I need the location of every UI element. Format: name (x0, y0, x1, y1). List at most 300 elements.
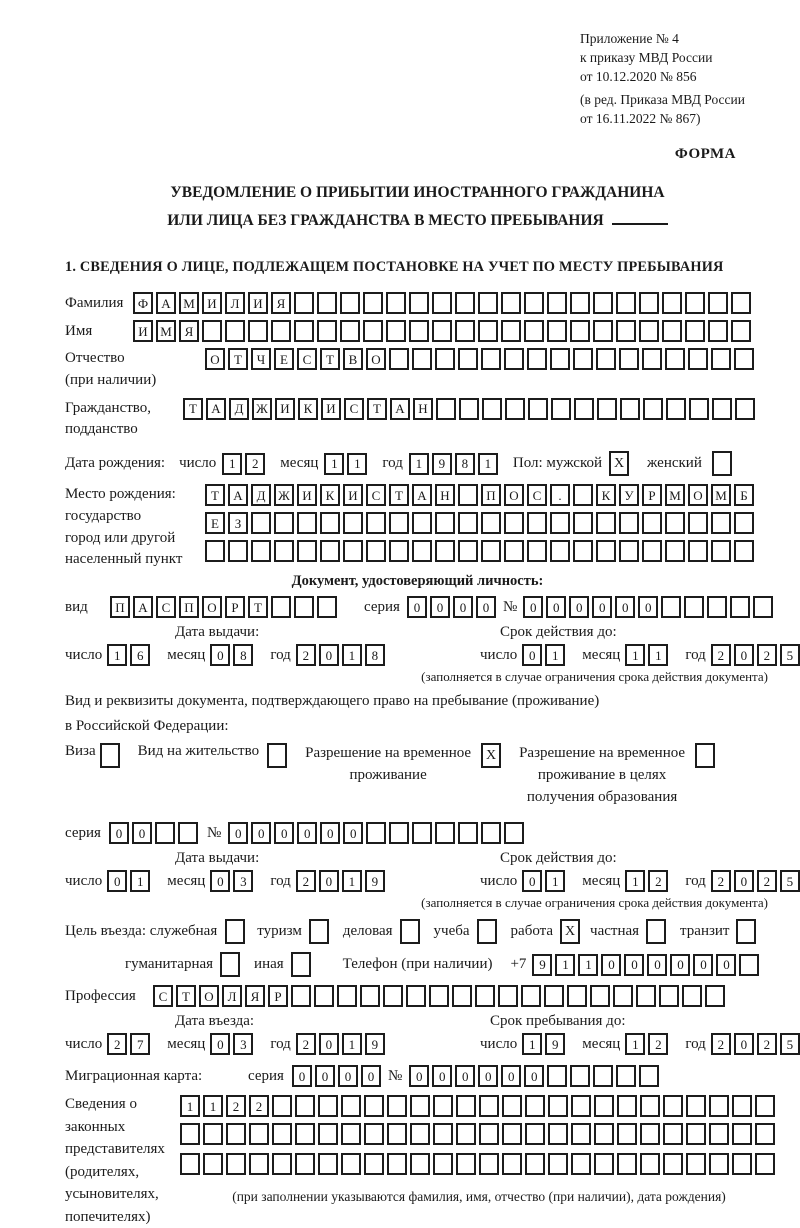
char-cell[interactable]: 0 (476, 596, 496, 618)
char-cell[interactable]: 0 (292, 1065, 312, 1087)
char-cell[interactable]: Ч (251, 348, 271, 370)
char-cell[interactable] (528, 398, 548, 420)
char-cell[interactable]: И (248, 292, 268, 314)
char-cell[interactable] (570, 320, 590, 342)
char-cell[interactable]: 0 (409, 1065, 429, 1087)
char-cell[interactable] (458, 540, 478, 562)
id-doc-number-input[interactable] (523, 596, 776, 618)
char-cell[interactable] (504, 540, 524, 562)
char-cell[interactable]: О (688, 484, 708, 506)
char-cell[interactable] (202, 320, 222, 342)
char-cell[interactable] (272, 1123, 292, 1145)
char-cell[interactable] (665, 512, 685, 534)
char-cell[interactable]: 1 (107, 644, 127, 666)
char-cell[interactable] (574, 398, 594, 420)
char-cell[interactable] (504, 822, 524, 844)
char-cell[interactable]: 1 (180, 1095, 200, 1117)
char-cell[interactable] (685, 292, 705, 314)
char-cell[interactable] (320, 512, 340, 534)
char-cell[interactable] (573, 348, 593, 370)
char-cell[interactable] (409, 292, 429, 314)
char-cell[interactable]: В (343, 348, 363, 370)
char-cell[interactable] (366, 540, 386, 562)
birth-year-input[interactable] (409, 453, 501, 475)
char-cell[interactable] (274, 512, 294, 534)
char-cell[interactable] (755, 1153, 775, 1175)
char-cell[interactable] (642, 512, 662, 534)
char-cell[interactable]: 2 (648, 1033, 668, 1055)
char-cell[interactable] (251, 512, 271, 534)
char-cell[interactable] (711, 512, 731, 534)
char-cell[interactable]: Н (413, 398, 433, 420)
char-cell[interactable]: 8 (233, 644, 253, 666)
char-cell[interactable]: 0 (455, 1065, 475, 1087)
char-cell[interactable] (366, 512, 386, 534)
char-cell[interactable] (686, 1153, 706, 1175)
char-cell[interactable] (619, 540, 639, 562)
char-cell[interactable] (180, 1123, 200, 1145)
char-cell[interactable]: 2 (245, 453, 265, 475)
char-cell[interactable] (479, 1123, 499, 1145)
char-cell[interactable]: 0 (297, 822, 317, 844)
char-cell[interactable] (732, 1153, 752, 1175)
char-cell[interactable]: 1 (478, 453, 498, 475)
char-cell[interactable] (684, 596, 704, 618)
char-cell[interactable]: 0 (624, 954, 644, 976)
char-cell[interactable] (590, 985, 610, 1007)
char-cell[interactable] (498, 985, 518, 1007)
char-cell[interactable] (661, 596, 681, 618)
char-cell[interactable]: Ж (252, 398, 272, 420)
char-cell[interactable]: 2 (711, 870, 731, 892)
char-cell[interactable]: С (366, 484, 386, 506)
char-cell[interactable] (550, 512, 570, 534)
char-cell[interactable] (593, 320, 613, 342)
char-cell[interactable] (271, 320, 291, 342)
char-cell[interactable] (708, 292, 728, 314)
char-cell[interactable]: Р (225, 596, 245, 618)
char-cell[interactable] (314, 985, 334, 1007)
char-cell[interactable] (593, 1065, 613, 1087)
id-doc-seriya-input[interactable] (407, 596, 499, 618)
char-cell[interactable]: 2 (757, 870, 777, 892)
char-cell[interactable] (251, 540, 271, 562)
char-cell[interactable] (662, 292, 682, 314)
char-cell[interactable]: 1 (522, 1033, 542, 1055)
char-cell[interactable] (689, 398, 709, 420)
char-cell[interactable]: 1 (648, 644, 668, 666)
char-cell[interactable]: С (527, 484, 547, 506)
char-cell[interactable] (295, 1123, 315, 1145)
char-cell[interactable] (436, 398, 456, 420)
char-cell[interactable] (481, 512, 501, 534)
char-cell[interactable] (547, 292, 567, 314)
char-cell[interactable] (688, 540, 708, 562)
char-cell[interactable]: 0 (716, 954, 736, 976)
char-cell[interactable] (505, 398, 525, 420)
char-cell[interactable] (272, 1095, 292, 1117)
char-cell[interactable]: 0 (638, 596, 658, 618)
char-cell[interactable]: 0 (523, 596, 543, 618)
char-cell[interactable] (410, 1095, 430, 1117)
char-cell[interactable] (617, 1123, 637, 1145)
char-cell[interactable]: М (179, 292, 199, 314)
char-cell[interactable] (410, 1123, 430, 1145)
char-cell[interactable]: А (206, 398, 226, 420)
temp-residence-checkbox[interactable]: X (481, 743, 501, 768)
char-cell[interactable]: 0 (522, 644, 542, 666)
char-cell[interactable]: 1 (555, 954, 575, 976)
char-cell[interactable] (571, 1123, 591, 1145)
char-cell[interactable] (527, 512, 547, 534)
char-cell[interactable]: М (156, 320, 176, 342)
char-cell[interactable]: 0 (592, 596, 612, 618)
stay-until-day-input[interactable] (522, 1033, 568, 1055)
char-cell[interactable]: 1 (409, 453, 429, 475)
stay-doc-issue-day[interactable] (107, 870, 153, 892)
char-cell[interactable] (412, 540, 432, 562)
char-cell[interactable] (547, 320, 567, 342)
char-cell[interactable]: И (321, 398, 341, 420)
char-cell[interactable] (504, 512, 524, 534)
char-cell[interactable] (343, 540, 363, 562)
char-cell[interactable] (363, 292, 383, 314)
purpose-business-checkbox[interactable] (400, 919, 420, 944)
char-cell[interactable] (412, 348, 432, 370)
char-cell[interactable]: Д (229, 398, 249, 420)
char-cell[interactable]: 0 (432, 1065, 452, 1087)
char-cell[interactable]: 0 (338, 1065, 358, 1087)
char-cell[interactable] (387, 1123, 407, 1145)
char-cell[interactable]: У (619, 484, 639, 506)
char-cell[interactable] (433, 1153, 453, 1175)
char-cell[interactable] (502, 1153, 522, 1175)
char-cell[interactable]: 0 (693, 954, 713, 976)
char-cell[interactable]: З (228, 512, 248, 534)
char-cell[interactable]: С (344, 398, 364, 420)
char-cell[interactable] (386, 292, 406, 314)
char-cell[interactable]: Я (271, 292, 291, 314)
char-cell[interactable]: 0 (274, 822, 294, 844)
char-cell[interactable]: 0 (546, 596, 566, 618)
id-doc-issue-day[interactable] (107, 644, 153, 666)
char-cell[interactable]: Р (642, 484, 662, 506)
char-cell[interactable]: Д (251, 484, 271, 506)
char-cell[interactable] (573, 540, 593, 562)
sex-female-checkbox[interactable] (712, 451, 732, 476)
char-cell[interactable] (613, 985, 633, 1007)
char-cell[interactable]: 8 (365, 644, 385, 666)
char-cell[interactable] (547, 1065, 567, 1087)
char-cell[interactable] (739, 954, 759, 976)
purpose-official-checkbox[interactable] (225, 919, 245, 944)
entry-day-input[interactable] (107, 1033, 153, 1055)
char-cell[interactable] (521, 985, 541, 1007)
char-cell[interactable]: 1 (578, 954, 598, 976)
char-cell[interactable] (478, 320, 498, 342)
char-cell[interactable] (571, 1153, 591, 1175)
stay-until-month-input[interactable] (625, 1033, 671, 1055)
char-cell[interactable]: 2 (107, 1033, 127, 1055)
char-cell[interactable] (455, 292, 475, 314)
char-cell[interactable] (663, 1153, 683, 1175)
char-cell[interactable] (502, 1095, 522, 1117)
char-cell[interactable]: 3 (233, 870, 253, 892)
stay-doc-exp-month[interactable] (625, 870, 671, 892)
char-cell[interactable] (479, 1095, 499, 1117)
char-cell[interactable]: М (665, 484, 685, 506)
char-cell[interactable] (456, 1095, 476, 1117)
char-cell[interactable] (686, 1095, 706, 1117)
char-cell[interactable] (709, 1153, 729, 1175)
char-cell[interactable] (432, 320, 452, 342)
char-cell[interactable] (389, 822, 409, 844)
char-cell[interactable] (295, 1095, 315, 1117)
char-cell[interactable]: 0 (361, 1065, 381, 1087)
char-cell[interactable] (573, 512, 593, 534)
char-cell[interactable]: П (481, 484, 501, 506)
char-cell[interactable] (619, 512, 639, 534)
char-cell[interactable] (318, 1095, 338, 1117)
char-cell[interactable]: 1 (625, 1033, 645, 1055)
char-cell[interactable]: 9 (365, 870, 385, 892)
char-cell[interactable]: Л (222, 985, 242, 1007)
char-cell[interactable] (711, 540, 731, 562)
birthplace-input-row2[interactable] (205, 512, 757, 534)
char-cell[interactable]: Ж (274, 484, 294, 506)
char-cell[interactable] (481, 540, 501, 562)
char-cell[interactable]: П (179, 596, 199, 618)
char-cell[interactable] (642, 540, 662, 562)
char-cell[interactable] (639, 320, 659, 342)
char-cell[interactable]: 2 (296, 644, 316, 666)
char-cell[interactable]: Т (205, 484, 225, 506)
char-cell[interactable]: Т (176, 985, 196, 1007)
char-cell[interactable] (525, 1123, 545, 1145)
char-cell[interactable] (640, 1095, 660, 1117)
char-cell[interactable] (295, 1153, 315, 1175)
char-cell[interactable]: 1 (130, 870, 150, 892)
id-doc-exp-day[interactable] (522, 644, 568, 666)
id-doc-type-input[interactable] (110, 596, 340, 618)
char-cell[interactable]: 1 (342, 1033, 362, 1055)
char-cell[interactable]: . (550, 484, 570, 506)
residence-permit-checkbox[interactable] (267, 743, 287, 768)
char-cell[interactable] (688, 348, 708, 370)
purpose-study-checkbox[interactable] (477, 919, 497, 944)
char-cell[interactable] (525, 1153, 545, 1175)
sex-male-checkbox[interactable]: X (609, 451, 629, 476)
char-cell[interactable] (527, 540, 547, 562)
char-cell[interactable] (705, 985, 725, 1007)
char-cell[interactable] (501, 320, 521, 342)
char-cell[interactable] (616, 292, 636, 314)
char-cell[interactable] (228, 540, 248, 562)
char-cell[interactable] (203, 1123, 223, 1145)
char-cell[interactable]: А (390, 398, 410, 420)
char-cell[interactable]: 2 (296, 870, 316, 892)
char-cell[interactable]: 0 (734, 1033, 754, 1055)
char-cell[interactable] (597, 398, 617, 420)
char-cell[interactable] (433, 1095, 453, 1117)
char-cell[interactable] (387, 1153, 407, 1175)
char-cell[interactable] (387, 1095, 407, 1117)
char-cell[interactable] (730, 596, 750, 618)
char-cell[interactable] (571, 1095, 591, 1117)
char-cell[interactable] (479, 1153, 499, 1175)
char-cell[interactable] (343, 512, 363, 534)
char-cell[interactable] (688, 512, 708, 534)
char-cell[interactable] (459, 398, 479, 420)
temp-residence-edu-checkbox[interactable] (695, 743, 715, 768)
char-cell[interactable] (712, 398, 732, 420)
char-cell[interactable] (594, 1123, 614, 1145)
char-cell[interactable]: 0 (478, 1065, 498, 1087)
char-cell[interactable] (734, 348, 754, 370)
char-cell[interactable] (663, 1095, 683, 1117)
char-cell[interactable]: Т (389, 484, 409, 506)
purpose-other-checkbox[interactable] (291, 952, 311, 977)
char-cell[interactable] (429, 985, 449, 1007)
profession-input[interactable] (153, 985, 728, 1007)
char-cell[interactable] (643, 398, 663, 420)
char-cell[interactable]: Т (248, 596, 268, 618)
char-cell[interactable] (226, 1123, 246, 1145)
char-cell[interactable] (456, 1153, 476, 1175)
char-cell[interactable]: 1 (342, 644, 362, 666)
char-cell[interactable]: 7 (130, 1033, 150, 1055)
char-cell[interactable]: К (596, 484, 616, 506)
visa-checkbox[interactable] (100, 743, 120, 768)
char-cell[interactable] (735, 398, 755, 420)
char-cell[interactable]: 1 (347, 453, 367, 475)
char-cell[interactable]: Т (367, 398, 387, 420)
char-cell[interactable]: И (133, 320, 153, 342)
char-cell[interactable] (274, 540, 294, 562)
char-cell[interactable] (412, 822, 432, 844)
purpose-humanitarian-checkbox[interactable] (220, 952, 240, 977)
char-cell[interactable]: Л (225, 292, 245, 314)
entry-year-input[interactable] (296, 1033, 388, 1055)
char-cell[interactable] (504, 348, 524, 370)
char-cell[interactable]: 0 (251, 822, 271, 844)
char-cell[interactable]: 0 (109, 822, 129, 844)
char-cell[interactable]: 1 (625, 870, 645, 892)
char-cell[interactable] (502, 1123, 522, 1145)
char-cell[interactable] (665, 540, 685, 562)
char-cell[interactable] (272, 1153, 292, 1175)
char-cell[interactable]: 0 (132, 822, 152, 844)
char-cell[interactable] (685, 320, 705, 342)
char-cell[interactable]: К (320, 484, 340, 506)
char-cell[interactable]: 2 (711, 1033, 731, 1055)
char-cell[interactable] (619, 348, 639, 370)
char-cell[interactable]: 2 (296, 1033, 316, 1055)
char-cell[interactable] (475, 985, 495, 1007)
char-cell[interactable] (682, 985, 702, 1007)
char-cell[interactable] (732, 1095, 752, 1117)
char-cell[interactable] (389, 348, 409, 370)
char-cell[interactable]: Е (274, 348, 294, 370)
char-cell[interactable]: 0 (601, 954, 621, 976)
char-cell[interactable] (570, 1065, 590, 1087)
char-cell[interactable] (662, 320, 682, 342)
char-cell[interactable]: 3 (233, 1033, 253, 1055)
char-cell[interactable] (593, 292, 613, 314)
char-cell[interactable]: 0 (453, 596, 473, 618)
char-cell[interactable]: 0 (430, 596, 450, 618)
char-cell[interactable] (640, 1153, 660, 1175)
char-cell[interactable] (409, 320, 429, 342)
char-cell[interactable] (383, 985, 403, 1007)
purpose-work-checkbox[interactable]: X (560, 919, 580, 944)
char-cell[interactable]: 9 (365, 1033, 385, 1055)
stay-doc-exp-year[interactable] (711, 870, 800, 892)
entry-month-input[interactable] (210, 1033, 256, 1055)
char-cell[interactable] (389, 512, 409, 534)
char-cell[interactable] (249, 1123, 269, 1145)
char-cell[interactable] (666, 398, 686, 420)
char-cell[interactable] (753, 596, 773, 618)
char-cell[interactable] (248, 320, 268, 342)
char-cell[interactable] (707, 596, 727, 618)
char-cell[interactable] (366, 822, 386, 844)
char-cell[interactable] (732, 1123, 752, 1145)
char-cell[interactable] (340, 320, 360, 342)
char-cell[interactable]: И (202, 292, 222, 314)
stay-until-year-input[interactable] (711, 1033, 800, 1055)
char-cell[interactable] (639, 1065, 659, 1087)
char-cell[interactable] (410, 1153, 430, 1175)
char-cell[interactable]: Н (435, 484, 455, 506)
char-cell[interactable] (665, 348, 685, 370)
char-cell[interactable] (524, 320, 544, 342)
char-cell[interactable]: 0 (315, 1065, 335, 1087)
char-cell[interactable] (320, 540, 340, 562)
char-cell[interactable] (458, 822, 478, 844)
char-cell[interactable] (294, 320, 314, 342)
char-cell[interactable] (455, 320, 475, 342)
stay-doc-number-input[interactable] (228, 822, 527, 844)
char-cell[interactable] (406, 985, 426, 1007)
char-cell[interactable] (524, 292, 544, 314)
char-cell[interactable] (636, 985, 656, 1007)
char-cell[interactable]: С (297, 348, 317, 370)
char-cell[interactable]: 2 (249, 1095, 269, 1117)
char-cell[interactable] (481, 822, 501, 844)
char-cell[interactable]: 1 (545, 644, 565, 666)
char-cell[interactable] (389, 540, 409, 562)
char-cell[interactable] (456, 1123, 476, 1145)
char-cell[interactable] (318, 1153, 338, 1175)
char-cell[interactable] (294, 292, 314, 314)
purpose-private-checkbox[interactable] (646, 919, 666, 944)
char-cell[interactable]: Т (320, 348, 340, 370)
char-cell[interactable]: 9 (432, 453, 452, 475)
char-cell[interactable] (734, 512, 754, 534)
char-cell[interactable] (364, 1095, 384, 1117)
char-cell[interactable]: 0 (320, 822, 340, 844)
char-cell[interactable] (203, 1153, 223, 1175)
migration-card-number-input[interactable] (409, 1065, 662, 1087)
char-cell[interactable] (341, 1153, 361, 1175)
char-cell[interactable] (731, 320, 751, 342)
char-cell[interactable]: 2 (757, 1033, 777, 1055)
char-cell[interactable]: 0 (670, 954, 690, 976)
char-cell[interactable] (360, 985, 380, 1007)
char-cell[interactable] (734, 540, 754, 562)
char-cell[interactable] (364, 1153, 384, 1175)
